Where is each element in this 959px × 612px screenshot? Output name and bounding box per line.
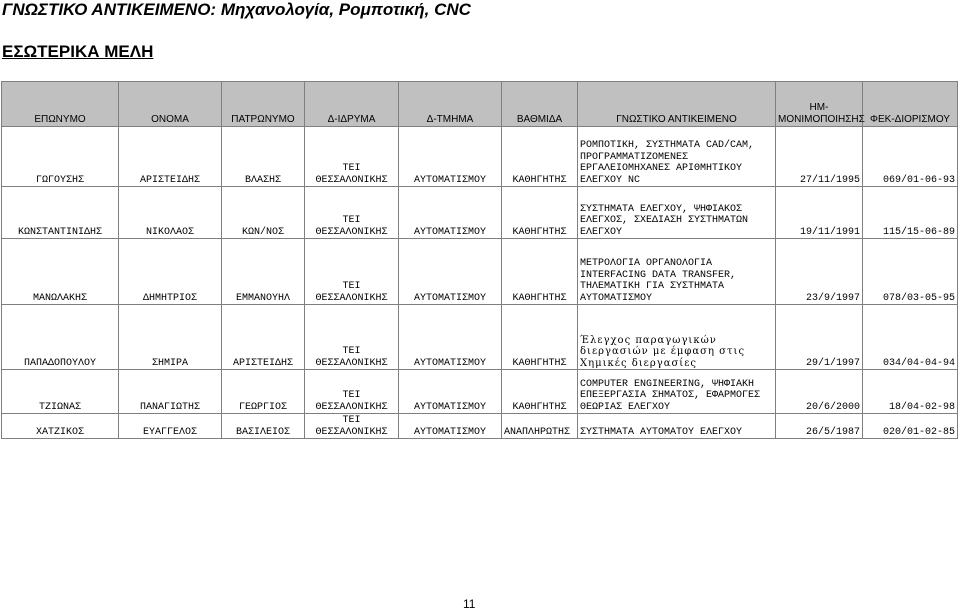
cell-tenure-date: 26/5/1987 xyxy=(776,414,863,439)
column-header-institution: Δ-ΙΔΡΥΜΑ xyxy=(305,82,399,127)
cell-surname: ΚΩΝΣΤΑΝΤΙΝΙΔΗΣ xyxy=(2,187,119,239)
cell-institution: ΤΕΙ ΘΕΣΣΑΛΟΝΙΚΗΣ xyxy=(305,239,399,305)
cell-department: ΑΥΤΟΜΑΤΙΣΜΟΥ xyxy=(399,239,502,305)
cell-fek: 034/04-04-94 xyxy=(863,305,958,370)
cell-institution: ΤΕΙ ΘΕΣΣΑΛΟΝΙΚΗΣ xyxy=(305,305,399,370)
cell-rank: ΚΑΘΗΓΗΤΗΣ xyxy=(502,305,578,370)
table-row xyxy=(2,187,958,239)
cell-department: ΑΥΤΟΜΑΤΙΣΜΟΥ xyxy=(399,127,502,187)
cell-institution: ΤΕΙ ΘΕΣΣΑΛΟΝΙΚΗΣ xyxy=(305,414,399,439)
cell-tenure-date: 29/1/1997 xyxy=(776,305,863,370)
document-title: ΓΝΩΣΤΙΚΟ ΑΝΤΙΚΕΙΜΕΝΟ: Μηχανολογία, Ρομποτική, CNC xyxy=(2,0,471,19)
column-header-rank: ΒΑΘΜΙΔΑ xyxy=(502,82,578,127)
cell-surname: ΧΑΤΖΙΚΟΣ xyxy=(2,414,119,439)
column-header-surname: ΕΠΩΝΥΜΟ xyxy=(2,82,119,127)
cell-department: ΑΥΤΟΜΑΤΙΣΜΟΥ xyxy=(399,414,502,439)
table-row xyxy=(2,127,958,187)
cell-fek: 115/15-06-89 xyxy=(863,187,958,239)
cell-father-name: ΒΛΑΣΗΣ xyxy=(222,127,305,187)
cell-institution: ΤΕΙ ΘΕΣΣΑΛΟΝΙΚΗΣ xyxy=(305,127,399,187)
cell-name: ΑΡΙΣΤΕΙΔΗΣ xyxy=(119,127,222,187)
cell-institution: ΤΕΙ ΘΕΣΣΑΛΟΝΙΚΗΣ xyxy=(305,187,399,239)
column-header-subject: ΓΝΩΣΤΙΚΟ ΑΝΤΙΚΕΙΜΕΝΟ xyxy=(578,82,776,127)
cell-department: ΑΥΤΟΜΑΤΙΣΜΟΥ xyxy=(399,370,502,414)
column-header-fek: ΦΕΚ-ΔΙΟΡΙΣΜΟΥ xyxy=(863,82,958,127)
cell-fek: 078/03-05-95 xyxy=(863,239,958,305)
table-row xyxy=(2,239,958,305)
section-heading: ΕΣΩΤΕΡΙΚΑ ΜΕΛΗ xyxy=(2,42,154,61)
cell-name: ΕΥΑΓΓΕΛΟΣ xyxy=(119,414,222,439)
table-row xyxy=(2,305,958,370)
cell-father-name: ΚΩΝ/ΝΟΣ xyxy=(222,187,305,239)
cell-surname: ΓΩΓΟΥΣΗΣ xyxy=(2,127,119,187)
cell-fek: 18/04-02-98 xyxy=(863,370,958,414)
cell-tenure-date: 19/11/1991 xyxy=(776,187,863,239)
column-header-tenure-date: ΗΜ-ΜΟΝΙΜΟΠΟΙΗΣΗΣ xyxy=(776,82,863,127)
column-header-father-name: ΠΑΤΡΩΝΥΜΟ xyxy=(222,82,305,127)
cell-father-name: ΑΡΙΣΤΕΙΔΗΣ xyxy=(222,305,305,370)
cell-surname: ΠΑΠΑΔΟΠΟΥΛΟΥ xyxy=(2,305,119,370)
cell-father-name: ΓΕΩΡΓΙΟΣ xyxy=(222,370,305,414)
faculty-table xyxy=(1,81,958,439)
cell-name: ΔΗΜΗΤΡΙΟΣ xyxy=(119,239,222,305)
cell-institution: ΤΕΙ ΘΕΣΣΑΛΟΝΙΚΗΣ xyxy=(305,370,399,414)
cell-name: ΣΗΜΙΡΑ xyxy=(119,305,222,370)
cell-father-name: ΒΑΣΙΛΕΙΟΣ xyxy=(222,414,305,439)
cell-name: ΝΙΚΟΛΑΟΣ xyxy=(119,187,222,239)
cell-name: ΠΑΝΑΓΙΩΤΗΣ xyxy=(119,370,222,414)
table-header-row xyxy=(2,82,958,127)
cell-father-name: ΕΜΜΑΝΟΥΗΛ xyxy=(222,239,305,305)
cell-rank: ΑΝΑΠΛΗΡΩΤΗΣ xyxy=(502,414,578,439)
cell-subject: COMPUTER ENGINEERING, ΨΗΦΙΑΚΗ ΕΠΕΞΕΡΓΑΣΙΑ ΣΗΜΑΤΟΣ, ΕΦΑΡΜΟΓΕΣ ΘΕΩΡΙΑΣ ΕΛΕΓΧΟΥ xyxy=(578,370,776,414)
cell-rank: ΚΑΘΗΓΗΤΗΣ xyxy=(502,187,578,239)
table-row xyxy=(2,370,958,414)
cell-rank: ΚΑΘΗΓΗΤΗΣ xyxy=(502,370,578,414)
page-number: 11 xyxy=(463,597,476,611)
cell-department: ΑΥΤΟΜΑΤΙΣΜΟΥ xyxy=(399,187,502,239)
cell-fek: 069/01-06-93 xyxy=(863,127,958,187)
cell-subject: ΜΕΤΡΟΛΟΓΙΑ ΟΡΓΑΝΟΛΟΓΙΑ INTERFACING DATA TRANSFER, ΤΗΛΕΜΑΤΙΚΗ ΓΙΑ ΣΥΣΤΗΜΑΤΑ ΑΥΤΟΜΑΤΙΣΜΟΥ xyxy=(578,239,776,305)
cell-subject: ΣΥΣΤΗΜΑΤΑ ΑΥΤΟΜΑΤΟΥ ΕΛΕΓΧΟΥ xyxy=(578,414,776,439)
cell-rank: ΚΑΘΗΓΗΤΗΣ xyxy=(502,239,578,305)
cell-tenure-date: 23/9/1997 xyxy=(776,239,863,305)
cell-subject: Έλεγχος παραγωγικών διεργασιών με έμφαση στις Χημικές διεργασίες xyxy=(578,305,776,370)
cell-subject: ΡΟΜΠΟΤΙΚΗ, ΣΥΣΤΗΜΑΤΑ CAD/CAM, ΠΡΟΓΡΑΜΜΑΤΙΖΟΜΕΝΕΣ ΕΡΓΑΛΕΙΟΜΗΧΑΝΕΣ ΑΡΙΘΜΗΤΙΚΟΥ ΕΛΕΓΧΟΥ NC xyxy=(578,127,776,187)
column-header-department: Δ-ΤΜΗΜΑ xyxy=(399,82,502,127)
table-row xyxy=(2,414,958,439)
cell-tenure-date: 20/6/2000 xyxy=(776,370,863,414)
column-header-name: ΟΝΟΜΑ xyxy=(119,82,222,127)
cell-rank: ΚΑΘΗΓΗΤΗΣ xyxy=(502,127,578,187)
cell-tenure-date: 27/11/1995 xyxy=(776,127,863,187)
cell-surname: ΜΑΝΩΛΑΚΗΣ xyxy=(2,239,119,305)
cell-department: ΑΥΤΟΜΑΤΙΣΜΟΥ xyxy=(399,305,502,370)
cell-surname: ΤΖΙΩΝΑΣ xyxy=(2,370,119,414)
cell-fek: 020/01-02-85 xyxy=(863,414,958,439)
cell-subject: ΣΥΣΤΗΜΑΤΑ ΕΛΕΓΧΟΥ, ΨΗΦΙΑΚΟΣ ΕΛΕΓΧΟΣ, ΣΧΕΔΙΑΣΗ ΣΥΣΤΗΜΑΤΩΝ ΕΛΕΓΧΟΥ xyxy=(578,187,776,239)
